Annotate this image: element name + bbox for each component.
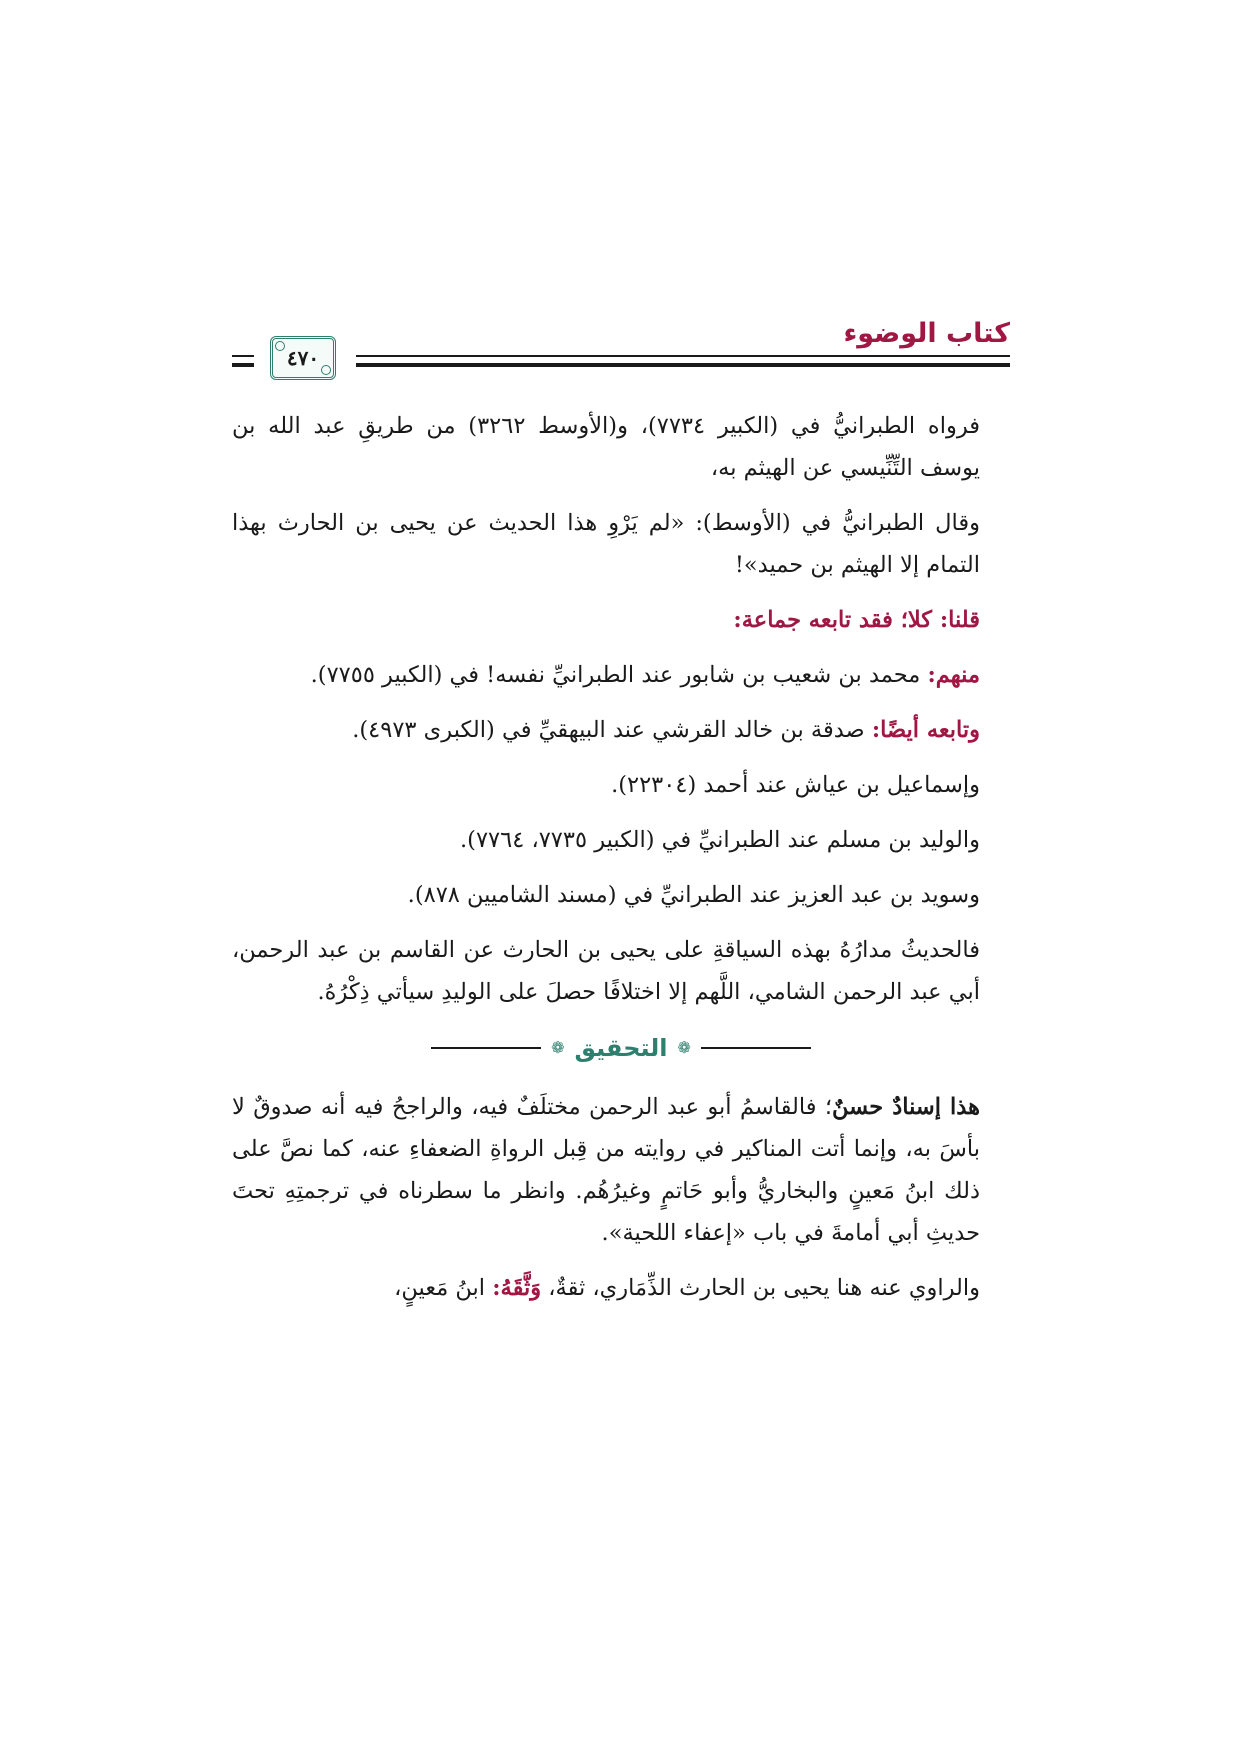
paragraph [232, 1267, 1010, 1309]
label: وتابعه أيضًا: [871, 717, 980, 743]
header-rule [356, 363, 1010, 367]
paragraph: وقال الطبرانيُّ في (الأوسط): «لم يَرْوِ هذا الحديث عن يحيى بن الحارث بهذا التمام إلا الهيثم بن حميد»! [232, 510, 980, 578]
page-number-badge: ٤٧٠ [270, 336, 336, 380]
text: ؛ فالقاسمُ أبو عبد الرحمن مختلَفٌ فيه، والراجحُ فيه أنه صدوقٌ لا بأسَ به، وإنما أتت المناكير في روايته من قِبل الرواةِ الضعفاءِ عنه، كما نصَّ على ذلك ابنُ مَعينٍ والبخاريُّ وأبو حَاتمٍ وغيرُهُم. وانظر ما سطرناه في ترجمتِهِ تحتَ حديثِ أبي أمامةَ في باب «إعفاء اللحية». [232, 1094, 980, 1246]
header-rule [232, 363, 254, 367]
paragraph [232, 1086, 1010, 1254]
section-divider [232, 1026, 1010, 1070]
label: هذا إسنادٌ حسنٌ [832, 1094, 980, 1120]
paragraph: فرواه الطبرانيُّ في (الكبير ٧٧٣٤)، و(الأوسط ٣٢٦٢) من طريقِ عبد الله بن يوسف التِّنِّيسي عن الهيثم به، [232, 413, 980, 481]
text: والراوي عنه هنا يحيى بن الحارث الذِّمَاري، ثقةٌ، [541, 1275, 980, 1301]
header-rule [232, 355, 254, 357]
ornament-icon: ❁ [551, 1038, 565, 1057]
divider-line [701, 1047, 811, 1049]
divider-title: التحقيق [574, 1034, 668, 1062]
text: محمد بن شعيب بن شابور عند الطبرانيِّ نفسه! في (الكبير ٧٧٥٥). [310, 662, 928, 688]
paragraph: والوليد بن مسلم عند الطبرانيِّ في (الكبير ٧٧٣٥، ٧٧٦٤). [460, 827, 980, 853]
page-header [232, 318, 1010, 388]
paragraph: وسويد بن عبد العزيز عند الطبرانيِّ في (مسند الشاميين ٨٧٨). [407, 882, 980, 908]
paragraph: فالحديثُ مدارُهُ بهذه السياقةِ على يحيى بن الحارث عن القاسم بن عبد الرحمن، أبي عبد الرحمن الشامي، اللَّهم إلا اختلافًا حصلَ على الوليدِ سيأتي ذِكْرُهُ. [232, 937, 980, 1005]
book-title: كتاب الوضوء [843, 318, 1010, 349]
section-heading: قلنا: كلا؛ فقد تابعه جماعة: [733, 607, 980, 633]
paragraph: وإسماعيل بن عياش عند أحمد (٢٢٣٠٤). [611, 772, 980, 798]
paragraph [232, 654, 1010, 696]
header-rule [356, 355, 1010, 357]
divider-line [431, 1047, 541, 1049]
paragraph [232, 709, 1010, 751]
text: ابنُ مَعينٍ، [394, 1275, 493, 1301]
label: وَثَّقَهُ: [492, 1275, 542, 1301]
text: صدقة بن خالد القرشي عند البيهقيِّ في (الكبرى ٤٩٧٣). [352, 717, 872, 743]
page-body [232, 405, 1010, 1322]
label: منهم: [927, 662, 980, 688]
ornament-icon: ❁ [677, 1038, 691, 1057]
